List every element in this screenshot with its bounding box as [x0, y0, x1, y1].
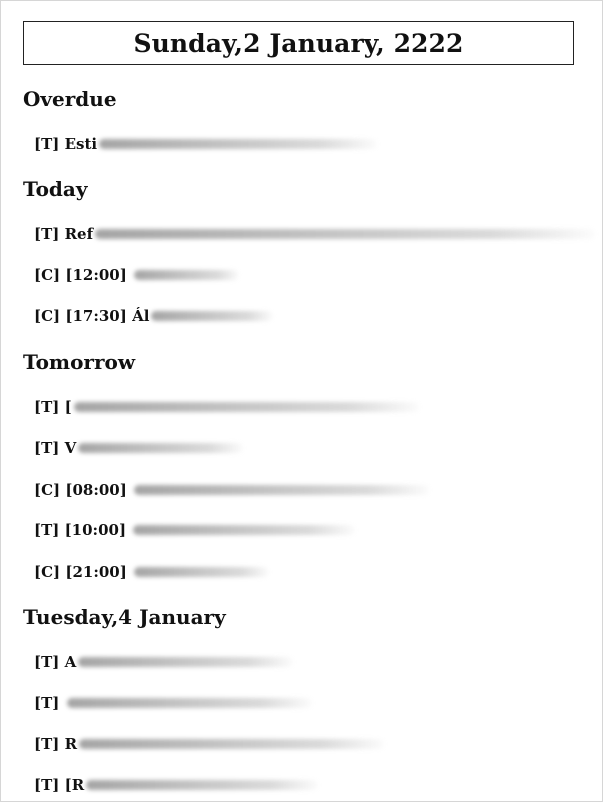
item-type-prefix: [T]	[34, 735, 60, 753]
redacted-text	[133, 525, 355, 535]
list-item[interactable]	[34, 265, 239, 285]
list-item[interactable]	[34, 775, 318, 795]
item-type-prefix: [C] [08:00]	[34, 481, 127, 499]
item-text: Esti	[64, 135, 98, 153]
item-type-prefix: [T]	[34, 225, 60, 243]
redacted-text	[99, 139, 377, 149]
redacted-text	[95, 229, 595, 239]
list-item[interactable]	[34, 224, 595, 244]
item-text: Ál	[132, 307, 150, 325]
item-type-prefix: [T]	[34, 653, 60, 671]
item-type-prefix: [C] [21:00]	[34, 563, 127, 581]
section-title-tomorrow: Tomorrow	[23, 350, 136, 374]
item-type-prefix: [T]	[34, 694, 60, 712]
date-header: Sunday,2 January, 2222	[23, 21, 574, 65]
list-item[interactable]	[34, 693, 312, 713]
redacted-text	[74, 402, 419, 412]
list-item[interactable]	[34, 562, 269, 582]
redacted-text	[134, 270, 239, 280]
redacted-text	[78, 443, 243, 453]
section-title-tuesday: Tuesday,4 January	[23, 605, 226, 629]
list-item[interactable]	[34, 520, 355, 540]
list-item[interactable]	[34, 652, 293, 672]
item-text: [	[64, 398, 72, 416]
redacted-text	[67, 698, 312, 708]
section-title-today: Today	[23, 177, 88, 201]
redacted-text	[78, 657, 293, 667]
list-item[interactable]	[34, 438, 243, 458]
redacted-text	[79, 739, 384, 749]
item-text: A	[64, 653, 77, 671]
redacted-text	[134, 567, 269, 577]
item-type-prefix: [T] [10:00]	[34, 521, 127, 539]
item-text: R	[64, 735, 78, 753]
list-item[interactable]	[34, 734, 384, 754]
item-type-prefix: [C] [12:00]	[34, 266, 127, 284]
redacted-text	[86, 780, 318, 790]
list-item[interactable]	[34, 134, 377, 154]
section-title-overdue: Overdue	[23, 87, 117, 111]
redacted-text	[134, 485, 429, 495]
item-text: V	[64, 439, 77, 457]
list-item[interactable]	[34, 397, 419, 417]
item-type-prefix: [T]	[34, 776, 60, 794]
item-text: Ref	[64, 225, 94, 243]
item-type-prefix: [T]	[34, 398, 60, 416]
redacted-text	[151, 311, 273, 321]
item-text: [R	[64, 776, 85, 794]
list-item[interactable]	[34, 306, 273, 326]
item-type-prefix: [T]	[34, 439, 60, 457]
list-item[interactable]	[34, 480, 429, 500]
item-type-prefix: [C] [17:30]	[34, 307, 127, 325]
item-type-prefix: [T]	[34, 135, 60, 153]
